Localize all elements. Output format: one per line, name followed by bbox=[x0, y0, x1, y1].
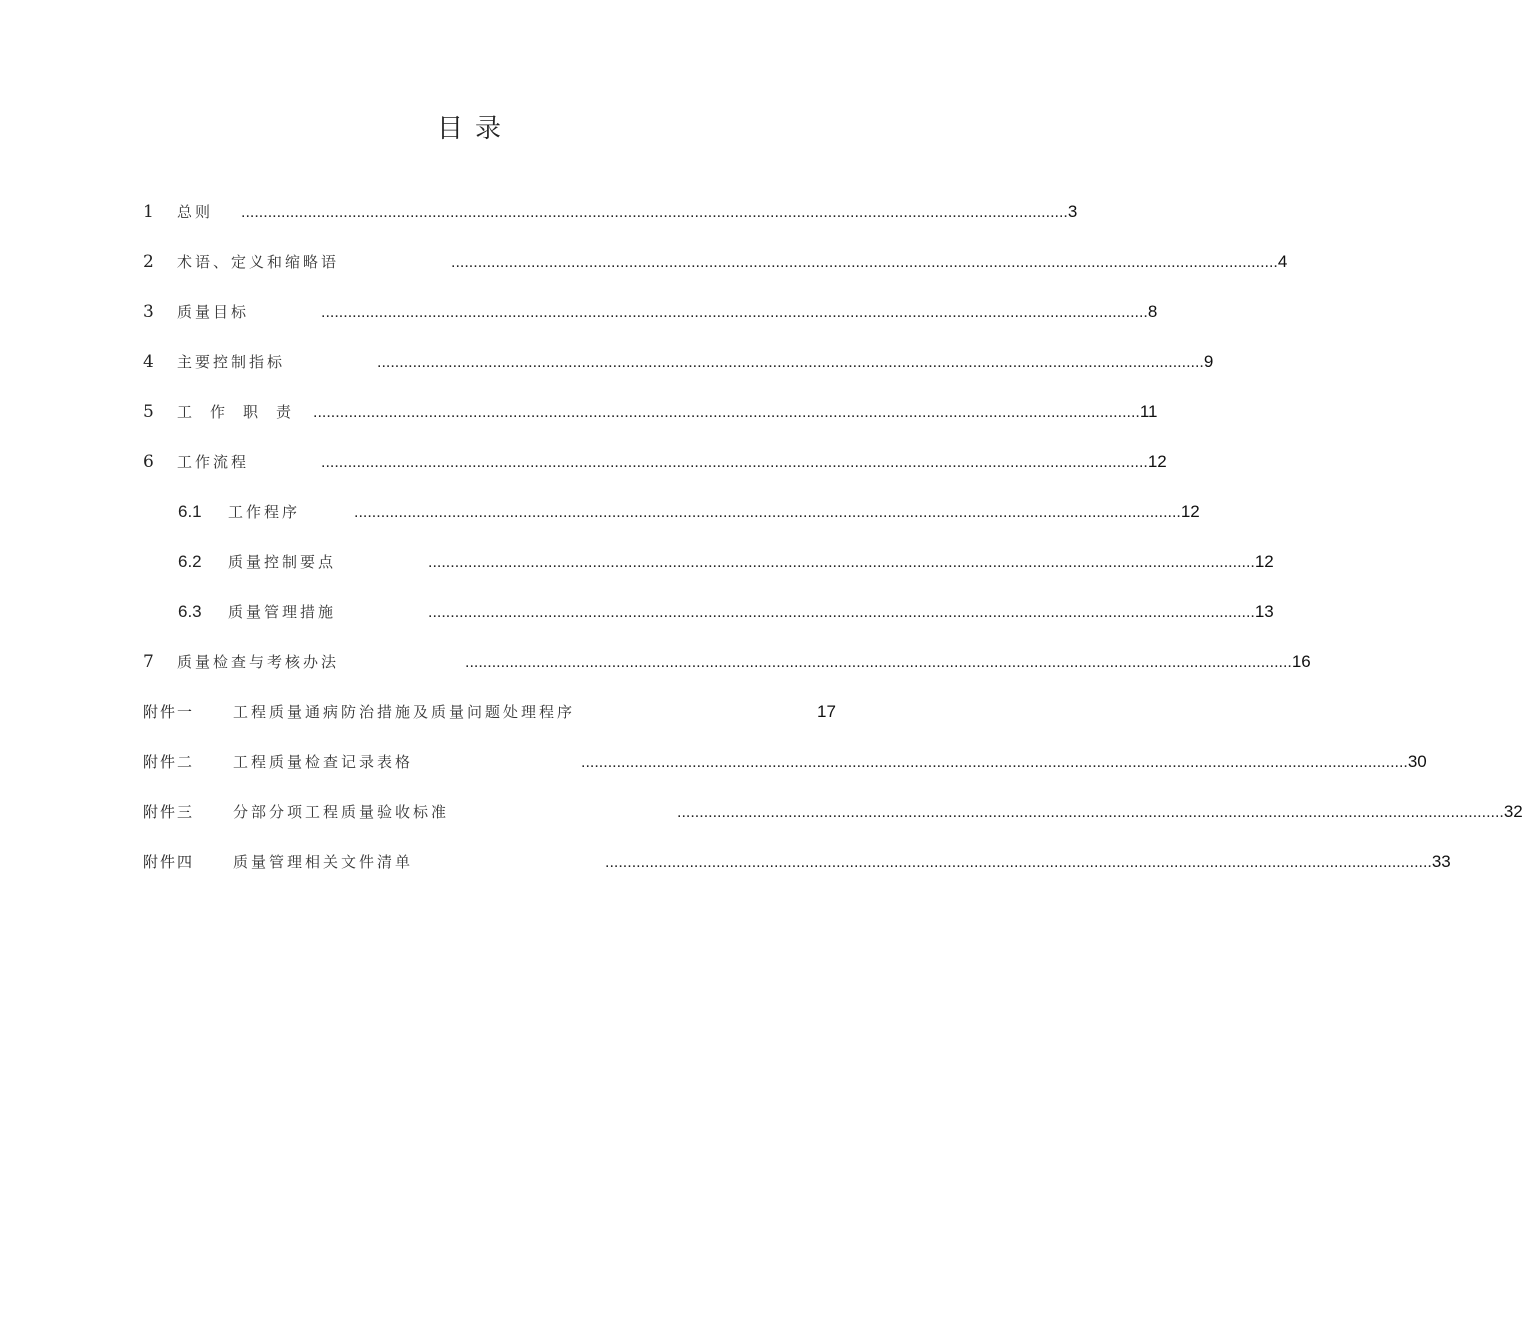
toc-entry-page: 11 bbox=[1139, 402, 1158, 421]
toc-entry[interactable] bbox=[143, 248, 1288, 272]
toc-entry-number: 1 bbox=[143, 202, 154, 222]
toc-entry[interactable] bbox=[143, 198, 1078, 222]
toc-entry-label: 质量管理措施 bbox=[228, 603, 337, 621]
toc-entry-number: 7 bbox=[143, 652, 154, 672]
toc-entry-number: 6.1 bbox=[178, 502, 202, 521]
toc-entry-number: 附件二 bbox=[143, 753, 195, 771]
toc-entry-label: 总则 bbox=[177, 203, 214, 221]
toc-title: 目录 bbox=[436, 114, 513, 144]
toc-entry-label: 主要控制指标 bbox=[177, 353, 286, 371]
dot-leader: .......................................................................................................................................................................................... bbox=[241, 204, 1068, 221]
toc-entry-page: 30 bbox=[1407, 752, 1427, 771]
toc-entry-number: 6 bbox=[143, 452, 154, 472]
toc-entry-label: 分部分项工程质量验收标准 bbox=[233, 803, 450, 821]
dot-leader: .......................................................................................................................................................................................... bbox=[377, 354, 1204, 371]
toc-entry-number: 3 bbox=[143, 302, 154, 322]
toc-entry-number: 6.2 bbox=[178, 552, 202, 571]
dot-leader: .......................................................................................................................................................................................... bbox=[428, 554, 1255, 571]
toc-appendix-entry[interactable] bbox=[143, 798, 1523, 822]
toc-subentry[interactable] bbox=[178, 548, 1274, 572]
toc-entry[interactable] bbox=[143, 298, 1158, 322]
dot-leader: .......................................................................................................................................................................................... bbox=[321, 454, 1148, 471]
toc-entry-number: 附件三 bbox=[143, 803, 195, 821]
toc-appendix-entry[interactable] bbox=[143, 848, 1451, 872]
toc-entry[interactable] bbox=[143, 348, 1214, 372]
toc-subentry[interactable] bbox=[178, 498, 1200, 522]
toc-entry-page: 12 bbox=[1254, 552, 1274, 571]
toc-entry-page: 32 bbox=[1503, 802, 1523, 821]
dot-leader: .......................................................................................................................................................................................... bbox=[428, 604, 1255, 621]
toc-entry-label: 术语、定义和缩略语 bbox=[177, 253, 340, 271]
toc-entry-page: 9 bbox=[1203, 352, 1214, 371]
toc-entry-number: 4 bbox=[143, 352, 154, 372]
toc-entry-number: 6.3 bbox=[178, 602, 202, 621]
toc-entry-page: 12 bbox=[1147, 452, 1167, 471]
dot-leader: .......................................................................................................................................................................................... bbox=[321, 304, 1148, 321]
toc-entry-label: 质量目标 bbox=[177, 303, 250, 321]
toc-entry-page: 33 bbox=[1431, 852, 1451, 871]
toc-entry-number: 2 bbox=[143, 252, 154, 272]
toc-entry-page: 4 bbox=[1277, 252, 1288, 271]
dot-leader: .......................................................................................................................................................................................... bbox=[313, 404, 1140, 421]
toc-entry-label: 质量检查与考核办法 bbox=[177, 653, 340, 671]
toc-entry-page: 17 bbox=[817, 702, 836, 721]
dot-leader: .......................................................................................................................................................................................... bbox=[451, 254, 1278, 271]
toc-entry-label: 质量管理相关文件清单 bbox=[233, 853, 414, 871]
toc-entry-page: 8 bbox=[1147, 302, 1158, 321]
dot-leader: .......................................................................................................................................................................................... bbox=[465, 654, 1292, 671]
toc-entry-number: 附件一 bbox=[143, 703, 195, 721]
toc-entry-label: 工作职责 bbox=[177, 403, 310, 421]
dot-leader: .......................................................................................................................................................................................... bbox=[581, 754, 1408, 771]
toc-entry-page: 12 bbox=[1180, 502, 1200, 521]
toc-entry-page: 13 bbox=[1254, 602, 1274, 621]
toc-appendix-entry[interactable] bbox=[143, 698, 836, 722]
toc-entry-page: 3 bbox=[1067, 202, 1078, 221]
toc-entry[interactable] bbox=[143, 398, 1158, 422]
toc-entry[interactable] bbox=[143, 648, 1311, 672]
toc-entry-page: 16 bbox=[1291, 652, 1311, 671]
toc-subentry[interactable] bbox=[178, 598, 1274, 622]
toc-entry-number: 附件四 bbox=[143, 853, 195, 871]
toc-entry[interactable] bbox=[143, 448, 1167, 472]
toc-entry-label: 质量控制要点 bbox=[228, 553, 337, 571]
toc-entry-label: 工作流程 bbox=[177, 453, 250, 471]
dot-leader: .......................................................................................................................................................................................... bbox=[354, 504, 1181, 521]
toc-entry-label: 工作程序 bbox=[228, 503, 301, 521]
toc-appendix-entry[interactable] bbox=[143, 748, 1427, 772]
toc-entry-number: 5 bbox=[143, 402, 154, 422]
dot-leader: .......................................................................................................................................................................................... bbox=[677, 804, 1504, 821]
toc-entry-label: 工程质量检查记录表格 bbox=[233, 753, 414, 771]
toc-entry-label: 工程质量通病防治措施及质量问题处理程序 bbox=[233, 703, 576, 721]
dot-leader: .......................................................................................................................................................................................... bbox=[605, 854, 1432, 871]
